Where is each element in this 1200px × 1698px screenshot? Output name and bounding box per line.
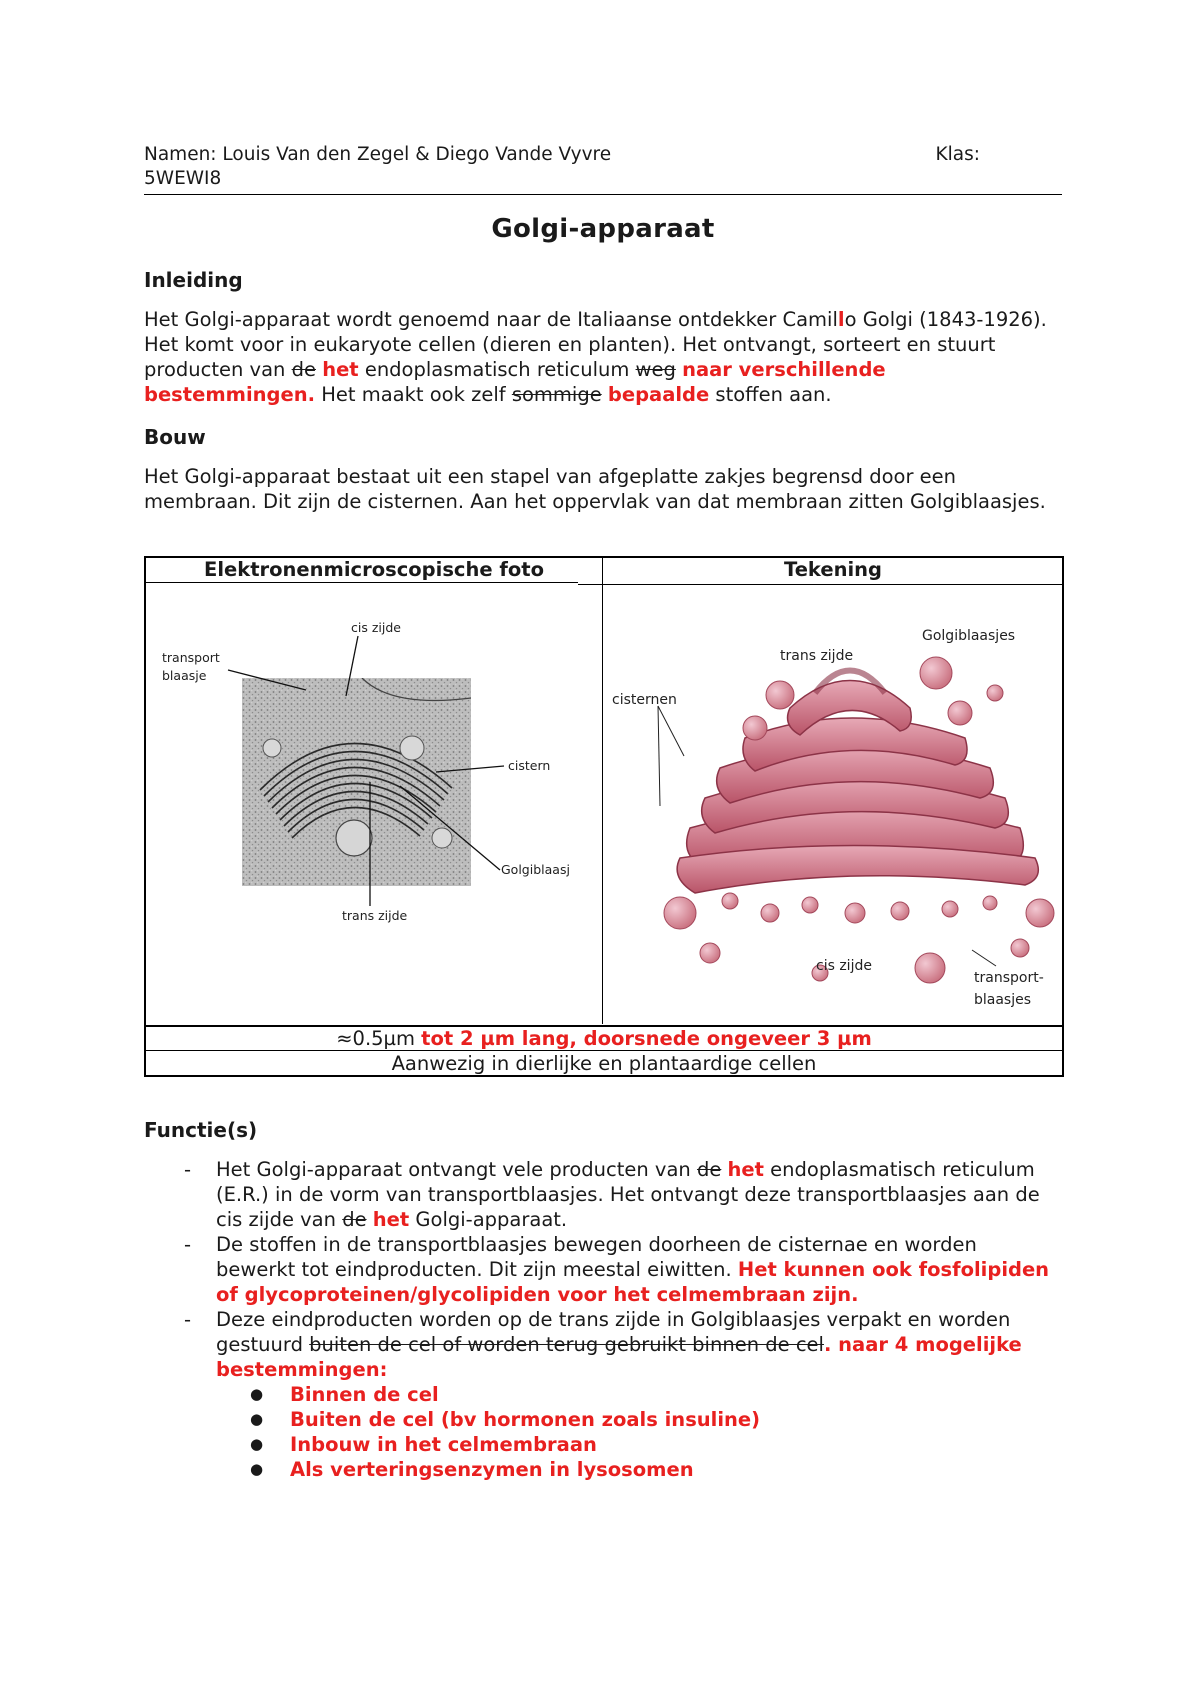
em-label-cistern: cistern	[508, 758, 551, 773]
bullet-item: ● Als verteringsenzymen in lysosomen	[144, 1457, 1062, 1482]
bullet-item: ● Binnen de cel	[144, 1382, 1062, 1407]
drawing-label-trans: trans zijde	[780, 648, 854, 664]
paragraph-bouw: Het Golgi-apparaat bestaat uit een stapel van afgeplatte zakjes begrensd door een membraan. Dit zijn de cisternen. Aan het oppervlak van dat membraan zitten Golgiblaasjes.	[144, 465, 1046, 513]
names-line	[144, 143, 1062, 167]
table-presence-row: Aanwezig in dierlijke en plantaardige cellen	[391, 1052, 817, 1075]
functie-list	[144, 1157, 1062, 1482]
em-label-transport2: blaasje	[162, 668, 207, 683]
em-label-trans: trans zijde	[342, 908, 408, 923]
klas-label: Klas:	[935, 144, 980, 165]
drawing-label-cisternen: cisternen	[612, 692, 677, 708]
drawing-annotations	[604, 586, 1060, 1024]
em-label-cis: cis zijde	[351, 620, 401, 635]
paragraph-inleiding: Het Golgi-apparaat wordt genoemd naar de Italiaanse ontdekker Camillo Golgi (1843-1926). Het komt voor in eukaryote cellen (dieren en planten). Het ontvangt, sorteert en stuurt producten van de het endoplasmatisch reticulum weg naar verschillende bestemmingen. Het maakt ook zelf sommige bepaalde stoffen aan.	[144, 308, 1047, 406]
drawing-label-golgiblaasjes: Golgiblaasjes	[922, 628, 1016, 644]
list-item: - Deze eindproducten worden op de trans zijde in Golgiblaasjes verpakt en worden gestuurd buiten de cel of worden terug gebruikt binnen de cel. naar 4 mogelijke bestemmingen: ● Binnen de cel ● Buiten de cel (bv hormonen zoals insuline) ● Inbouw in het celmembraan ● Als verteringsenzymen in lysosomen	[144, 1307, 1062, 1482]
bullet-item: ● Inbouw in het celmembraan	[144, 1432, 1062, 1457]
drawing-label-cis: cis zijde	[816, 958, 872, 974]
golgi-table	[144, 556, 1064, 1077]
drawing-label-transport2: blaasjes	[974, 992, 1032, 1008]
heading-functie: Functie(s)	[144, 1118, 258, 1142]
list-item: - Het Golgi-apparaat ontvangt vele producten van de het endoplasmatisch reticulum (E.R.) in de vorm van transportblaasjes. Het ontvangt deze transportblaasjes aan de cis zijde van de het Golgi-apparaat.	[144, 1157, 1062, 1232]
heading-inleiding: Inleiding	[144, 268, 243, 292]
table-header-em: Elektronenmicroscopische foto	[204, 558, 544, 581]
bullet-item: ● Buiten de cel (bv hormonen zoals insuline)	[144, 1407, 1062, 1432]
bestemmingen-list	[216, 1382, 1062, 1482]
names: Namen: Louis Van den Zegel & Diego Vande Vyvre	[144, 144, 612, 165]
page-title: Golgi-apparaat	[491, 214, 715, 244]
table-size-row: ≈0.5µm tot 2 µm lang, doorsnede ongeveer 3 µm	[336, 1027, 872, 1050]
table-header-drawing: Tekening	[783, 558, 882, 581]
heading-bouw: Bouw	[144, 425, 206, 449]
em-label-golgiblaasj: Golgiblaasj	[501, 862, 570, 877]
drawing-label-transport1: transport-	[974, 970, 1044, 986]
em-annotations	[146, 586, 602, 1024]
header	[144, 143, 1062, 191]
klas-value: 5WEWI8	[144, 168, 222, 189]
header-rule	[144, 194, 1062, 195]
list-item: - De stoffen in de transportblaasjes bewegen doorheen de cisternae en worden bewerkt tot eindproducten. Dit zijn meestal eiwitten. Het kunnen ook fosfolipiden of glycoproteinen/glycolipiden voor het celmembraan zijn.	[144, 1232, 1062, 1307]
em-label-transport1: transport	[162, 650, 220, 665]
